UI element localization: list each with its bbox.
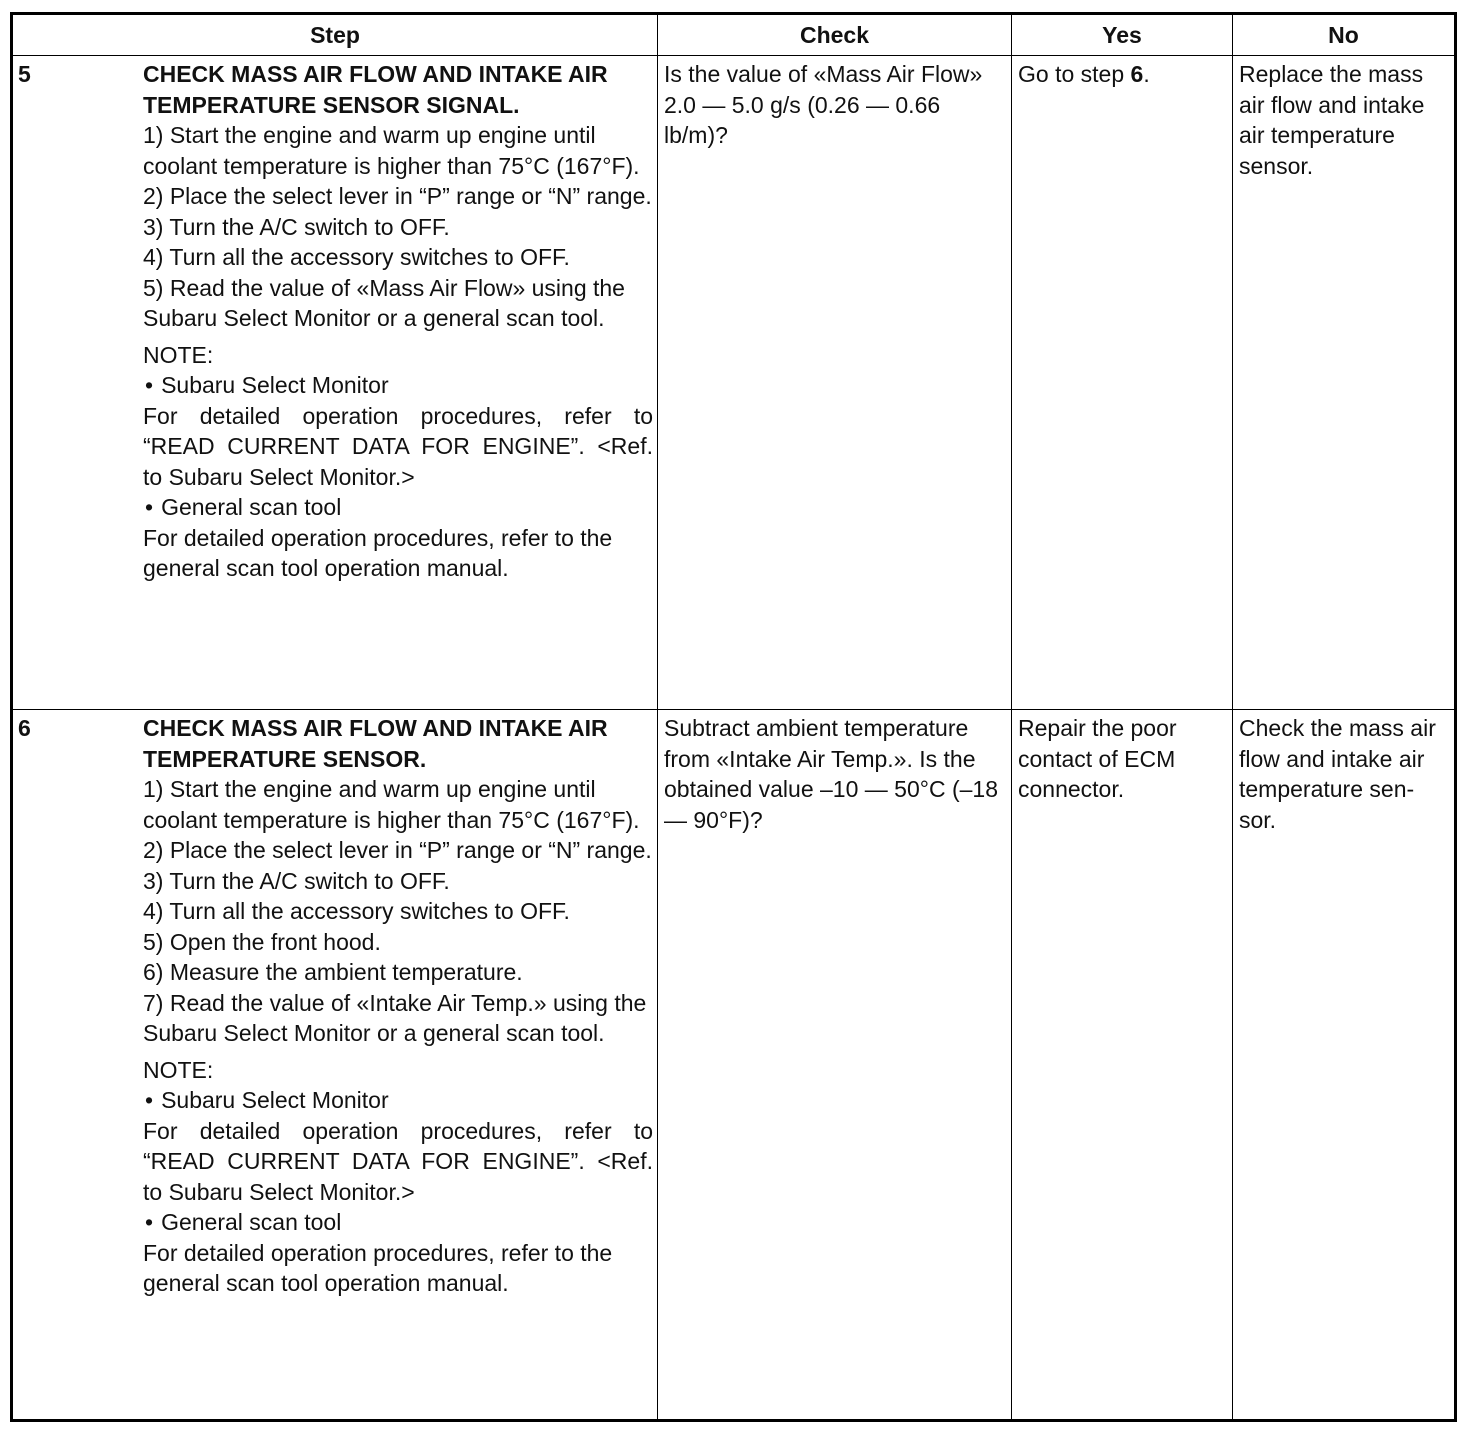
step-cell [12, 56, 658, 710]
procedure-step: 7) Read the value of «Intake Air Temp.» using the Subaru Select Monitor or a general scan tool. [143, 989, 647, 1046]
check-cell [658, 710, 1012, 1421]
note-text: “READ CURRENT DATA FOR ENGINE”. <Ref. [143, 433, 653, 459]
note-text: For detailed operation procedures, refer to [143, 402, 653, 429]
table-row [12, 56, 1456, 710]
procedure-step: 1) Start the engine and warm up engine until coolant temperature is higher than 75°C (167°F). [143, 776, 640, 833]
note-text: For detailed operation procedures, refer to the general scan tool operation manual. [143, 524, 613, 581]
header-yes: Yes [1012, 14, 1233, 56]
yes-text: Repair the poor contact of ECM connector. [1018, 715, 1177, 802]
procedure-step: 5) Open the front hood. [143, 928, 381, 955]
no-cell [1233, 56, 1456, 710]
no-text: Check the mass air flow and intake air temperature sen-sor. [1239, 715, 1436, 833]
step-cell [12, 710, 658, 1421]
step-title: CHECK MASS AIR FLOW AND INTAKE AIR TEMPERATURE SENSOR SIGNAL. [143, 61, 608, 118]
yes-cell [1012, 56, 1233, 710]
note-bullet: • General scan tool [143, 492, 653, 523]
procedure-step: 4) Turn all the accessory switches to OFF. [143, 244, 570, 270]
note-bullet: • General scan tool [143, 1207, 653, 1238]
note-label: NOTE: [143, 1056, 214, 1083]
procedure-step: 4) Turn all the accessory switches to OFF. [143, 898, 570, 924]
yes-suffix: . [1143, 61, 1150, 87]
procedure-step: 3) Turn the A/C switch to OFF. [143, 867, 450, 894]
header-check: Check [658, 14, 1012, 56]
header-no: No [1233, 14, 1456, 56]
step-title: CHECK MASS AIR FLOW AND INTAKE AIR TEMPERATURE SENSOR. [143, 715, 608, 772]
check-text: Is the value of «Mass Air Flow» 2.0 — 5.0 g/s (0.26 — 0.66 lb/m)? [664, 61, 983, 148]
yes-text: Go to step [1018, 61, 1131, 87]
header-row [12, 14, 1456, 56]
no-text: Replace the mass air flow and intake air temperature sensor. [1239, 61, 1425, 179]
note-bullet: • Subaru Select Monitor [143, 370, 653, 401]
procedure-step: 2) Place the select lever in “P” range or “N” range. [143, 837, 652, 863]
procedure-step: 5) Read the value of «Mass Air Flow» using the Subaru Select Monitor or a general scan tool. [143, 274, 625, 331]
check-cell [658, 56, 1012, 710]
procedure-step: 1) Start the engine and warm up engine until coolant temperature is higher than 75°C (167°F). [143, 122, 640, 179]
note-text: to Subaru Select Monitor.> [143, 463, 415, 490]
note-text: “READ CURRENT DATA FOR ENGINE”. <Ref. [143, 1148, 653, 1174]
procedure-step: 3) Turn the A/C switch to OFF. [143, 213, 450, 240]
diagnostic-table [10, 12, 1457, 1422]
procedure-step: 6) Measure the ambient temperature. [143, 959, 523, 985]
note-text: to Subaru Select Monitor.> [143, 1178, 415, 1205]
table-row [12, 710, 1456, 1421]
step-number: 5 [18, 61, 31, 87]
note-label: NOTE: [143, 341, 214, 368]
note-bullet: • Subaru Select Monitor [143, 1085, 653, 1116]
step-number: 6 [18, 715, 31, 741]
note-text: For detailed operation procedures, refer to the general scan tool operation manual. [143, 1239, 613, 1296]
no-cell [1233, 710, 1456, 1421]
note-text: For detailed operation procedures, refer to [143, 1117, 653, 1144]
header-step: Step [12, 14, 658, 56]
procedure-step: 2) Place the select lever in “P” range or “N” range. [143, 183, 652, 209]
check-text: Subtract ambient temperature from «Intake Air Temp.». Is the obtained value –10 — 50°C (–18 — 90°F)? [664, 715, 998, 833]
yes-step-ref: 6 [1130, 61, 1144, 87]
yes-cell [1012, 710, 1233, 1421]
